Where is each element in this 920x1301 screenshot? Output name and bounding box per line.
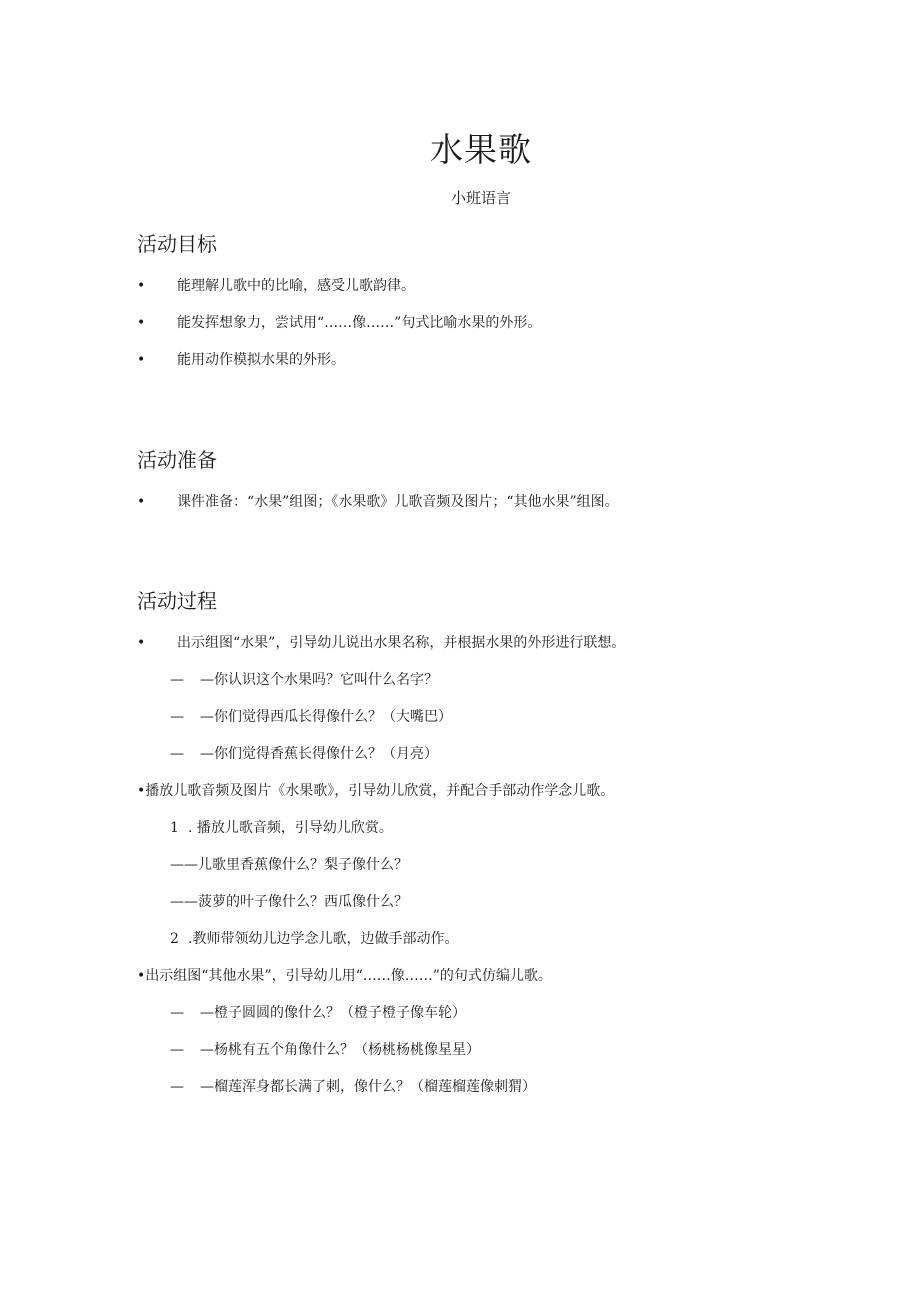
dash-mark: —	[170, 1079, 184, 1095]
document-subtitle: 小班语言	[450, 189, 511, 207]
bullet-mark: •	[137, 278, 146, 294]
sub-step-number: 2	[170, 931, 179, 947]
prep-item	[137, 491, 619, 513]
sub-step-text: . 播放儿歌音频，引导幼儿欣赏。	[188, 820, 393, 836]
question-text: —杨桃有五个角像什么？（杨桃杨桃像星星）	[200, 1042, 480, 1058]
question-line: ——菠萝的叶子像什么？西瓜像什么？	[170, 894, 408, 910]
question-line: ——儿歌里香蕉像什么？梨子像什么？	[170, 857, 408, 873]
goal-item	[137, 312, 541, 334]
document-title: 水果歌	[430, 130, 532, 169]
goal-item	[137, 275, 415, 297]
question-text: —榴莲浑身都长满了刺，像什么？（榴莲榴莲像刺猬）	[200, 1079, 536, 1095]
section-heading-process: 活动过程	[137, 589, 217, 613]
goal-text: 能理解儿歌中的比喻，感受儿歌韵律。	[177, 278, 415, 294]
goal-item	[137, 349, 345, 371]
bullet-mark: •	[137, 352, 146, 368]
question-line	[170, 1076, 536, 1098]
process-step-1	[137, 632, 625, 654]
question-text: —你们觉得香蕉长得像什么？（月亮）	[200, 746, 438, 762]
prep-text: 课件准备：“水果”组图；《水果歌》儿歌音频及图片；“其他水果”组图。	[177, 494, 619, 510]
question-text: —橙子圆圆的像什么？（橙子橙子像车轮）	[200, 1005, 466, 1021]
bullet-mark: •	[137, 494, 146, 510]
question-text: —你认识这个水果吗？它叫什么名字？	[200, 672, 438, 688]
process-step-2: •播放儿歌音频及图片《水果歌》，引导幼儿欣赏，并配合手部动作学念儿歌。	[137, 783, 615, 799]
dash-mark: —	[170, 1005, 184, 1021]
bullet-mark: •	[137, 315, 146, 331]
dash-mark: —	[170, 709, 184, 725]
sub-step-1	[170, 817, 393, 839]
section-heading-goals: 活动目标	[137, 232, 217, 256]
question-line	[170, 743, 438, 765]
question-line	[170, 669, 438, 691]
question-line	[170, 1002, 466, 1024]
goal-text: 能用动作模拟水果的外形。	[177, 352, 345, 368]
dash-mark: —	[170, 1042, 184, 1058]
sub-step-2	[170, 928, 458, 950]
step-text: 出示组图“水果”，引导幼儿说出水果名称，并根据水果的外形进行联想。	[177, 635, 626, 651]
sub-step-number: 1	[170, 820, 179, 836]
sub-step-text: .教师带领幼儿边学念儿歌，边做手部动作。	[188, 931, 459, 947]
question-text: —你们觉得西瓜长得像什么？（大嘴巴）	[200, 709, 452, 725]
question-line	[170, 706, 452, 728]
dash-mark: —	[170, 746, 184, 762]
bullet-mark: •	[137, 635, 146, 651]
dash-mark: —	[170, 672, 184, 688]
process-step-3: •出示组图“其他水果”，引导幼儿用“……像……”的句式仿编儿歌。	[137, 968, 552, 984]
question-line	[170, 1039, 480, 1061]
section-heading-prep: 活动准备	[137, 448, 217, 472]
goal-text: 能发挥想象力，尝试用“……像……”句式比喻水果的外形。	[177, 315, 542, 331]
